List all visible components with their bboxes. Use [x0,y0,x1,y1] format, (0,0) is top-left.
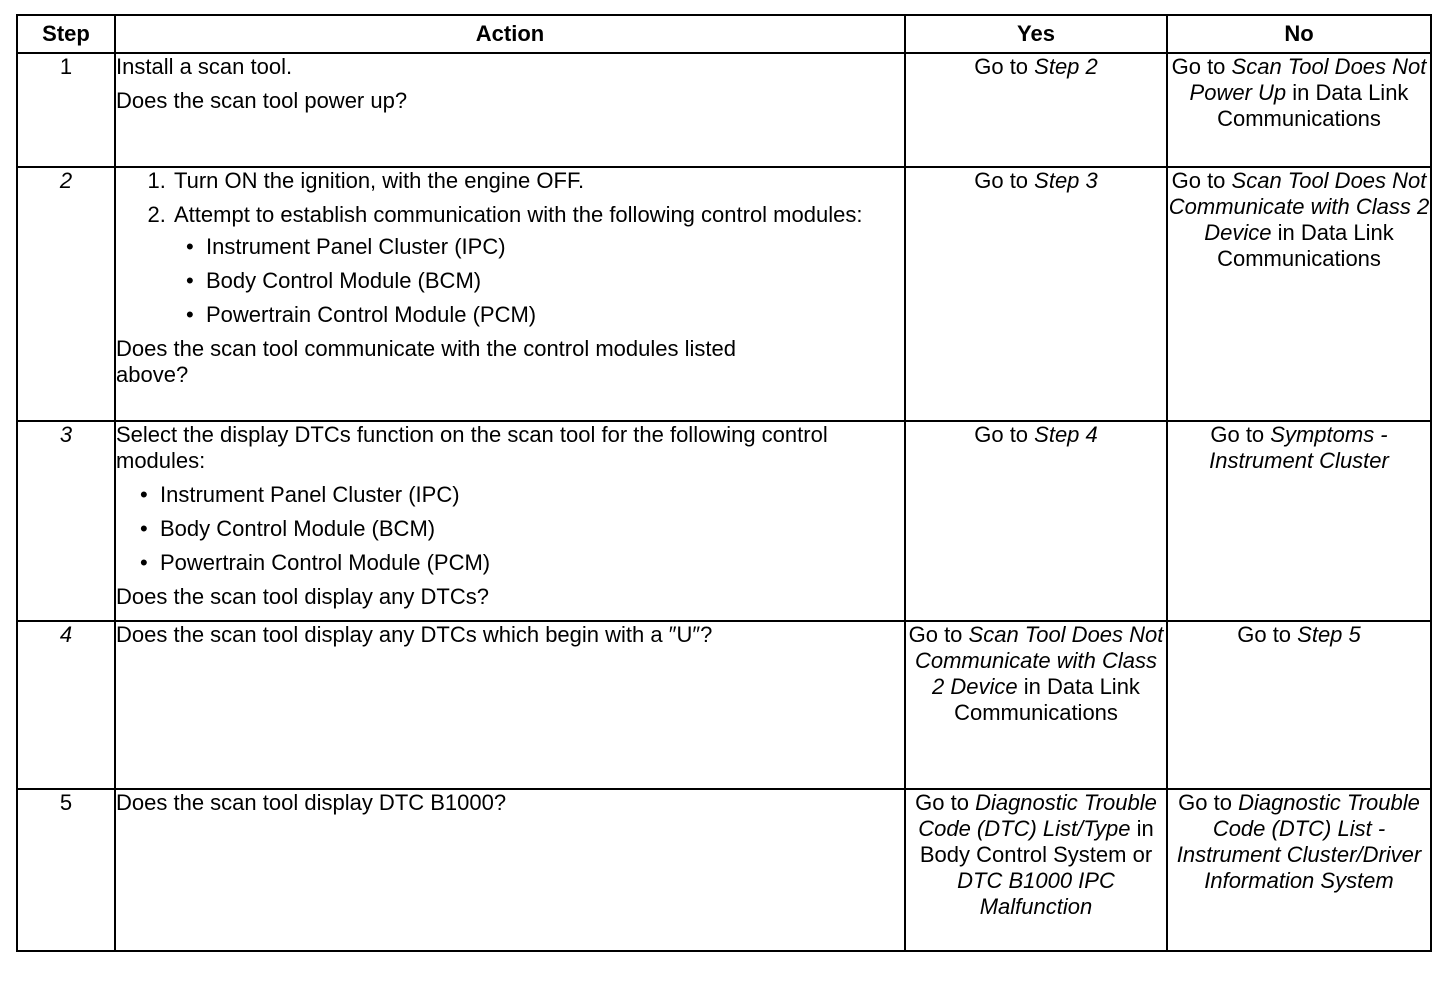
header-action: Action [115,15,905,53]
no-link[interactable]: Diagnostic Trouble Code (DTC) List - Instrument Cluster/Driver Information System [1176,790,1422,893]
action-cell [115,167,905,421]
no-cell: Go to Symptoms - Instrument Cluster [1167,421,1431,621]
action-question: Does the scan tool power up? [116,88,408,113]
list-item: 1. Turn ON the ignition, with the engine OFF. [172,168,904,194]
yes-link[interactable]: Step 2 [1034,54,1098,79]
modules-list [174,234,904,328]
diagnostic-page [16,14,1430,980]
list-item: • Body Control Module (BCM) [184,268,904,294]
no-cell: Go to Scan Tool Does Not Communicate with Class 2 Device in Data Link Communications [1167,167,1431,421]
step-number: 4 [17,621,115,789]
no-link[interactable]: Scan Tool Does Not Communicate with Class 2 Device [1168,168,1430,245]
list-item: • Powertrain Control Module (PCM) [184,302,904,328]
yes-cell: Go to Step 4 [905,421,1167,621]
action-question: Does the scan tool display any DTCs which begin with a ″U″? [116,622,713,647]
table-row-step-4 [17,621,1431,789]
step-number: 3 [17,421,115,621]
yes-link-2[interactable]: DTC B1000 IPC Malfunction [957,868,1115,919]
table-row-step-2 [17,167,1431,421]
diagnostic-table [16,14,1432,952]
modules-list [116,482,904,576]
step-number: 5 [17,789,115,951]
action-question: Does the scan tool communicate with the control modules listed above? [116,336,736,387]
list-item: • Instrument Panel Cluster (IPC) [184,234,904,260]
yes-cell: Go to Step 2 [905,53,1167,167]
action-cell [115,789,905,951]
no-link[interactable]: Symptoms - Instrument Cluster [1209,422,1389,473]
list-item: • Powertrain Control Module (PCM) [138,550,904,576]
yes-cell: Go to Step 3 [905,167,1167,421]
yes-link[interactable]: Diagnostic Trouble Code (DTC) List/Type [918,790,1157,841]
header-row [17,15,1431,53]
list-item: 2. Attempt to establish communication with the following control modules: • Instrument Panel Cluster (IPC) • Body Control Module (BCM) • Powertrain Control Module (PCM) [172,202,904,328]
action-cell [115,421,905,621]
list-item: • Instrument Panel Cluster (IPC) [138,482,904,508]
action-question: Does the scan tool display any DTCs? [116,584,489,609]
table-row-step-3 [17,421,1431,621]
no-cell: Go to Step 5 [1167,621,1431,789]
header-yes: Yes [905,15,1167,53]
no-link[interactable]: Scan Tool Does Not Power Up [1189,54,1427,105]
yes-cell: Go to Diagnostic Trouble Code (DTC) List/Type in Body Control System or DTC B1000 IPC Malfunction [905,789,1167,951]
yes-link[interactable]: Step 3 [1034,168,1098,193]
table-row-step-5 [17,789,1431,951]
step-number: 1 [17,53,115,167]
action-cell [115,53,905,167]
table-row-step-1 [17,53,1431,167]
no-cell: Go to Scan Tool Does Not Power Up in Data Link Communications [1167,53,1431,167]
action-steps-list [116,168,904,328]
header-step: Step [17,15,115,53]
yes-link[interactable]: Step 4 [1034,422,1098,447]
action-cell [115,621,905,789]
header-no: No [1167,15,1431,53]
no-link[interactable]: Step 5 [1297,622,1361,647]
action-instruction: Select the display DTCs function on the scan tool for the following control modules: [116,422,828,473]
list-item: • Body Control Module (BCM) [138,516,904,542]
action-instruction: Install a scan tool. [116,54,293,79]
step-number: 2 [17,167,115,421]
action-question: Does the scan tool display DTC B1000? [116,790,507,815]
yes-cell: Go to Scan Tool Does Not Communicate with Class 2 Device in Data Link Communications [905,621,1167,789]
yes-link[interactable]: Scan Tool Does Not Communicate with Class 2 Device [914,622,1164,699]
no-cell: Go to Diagnostic Trouble Code (DTC) List - Instrument Cluster/Driver Information System [1167,789,1431,951]
